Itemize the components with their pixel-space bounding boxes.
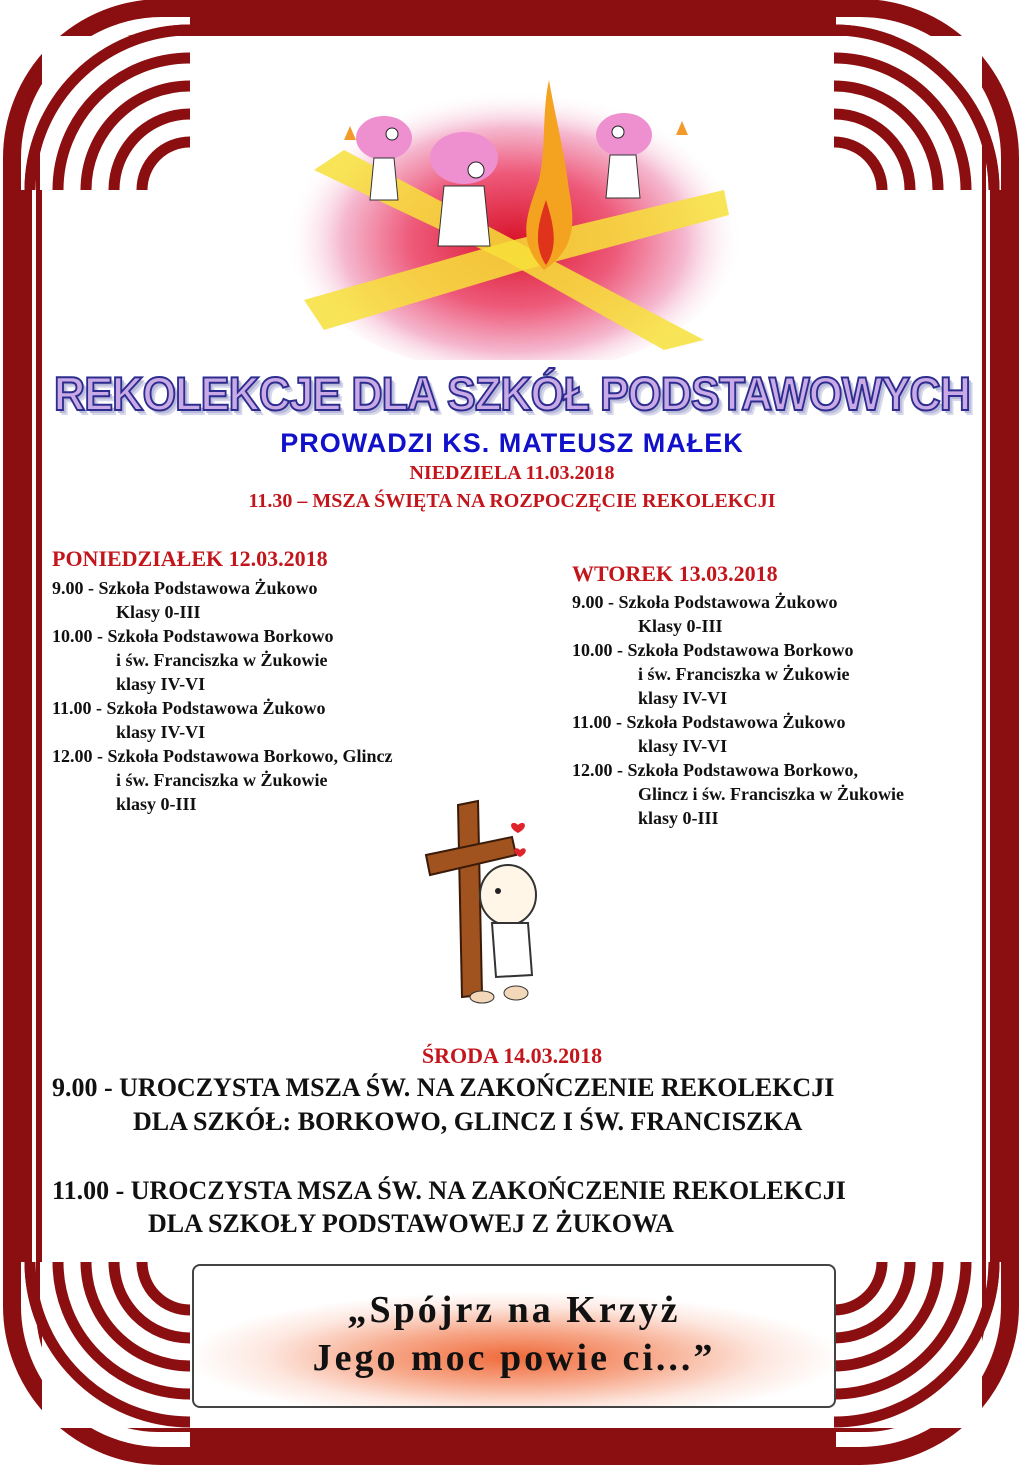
schedule-line: i św. Franciszka w Żukowie — [638, 664, 850, 684]
sunday-heading: NIEDZIELA 11.03.2018 — [409, 462, 615, 484]
cross-figure-illustration — [420, 795, 580, 1010]
schedule-line: klasy IV-VI — [116, 722, 206, 742]
wednesday-line: 9.00 - UROCZYSTA MSZA ŚW. NA ZAKOŃCZENIE REKOLEKCJI — [52, 1073, 835, 1102]
schedule-line: 12.00 - Szkoła Podstawowa Borkowo, — [572, 760, 859, 780]
wednesday-heading: ŚRODA 14.03.2018 — [421, 1043, 603, 1068]
schedule-line: klasy IV-VI — [116, 674, 206, 694]
retreat-illustration — [284, 40, 744, 360]
monday-heading: PONIEDZIAŁEK 12.03.2018 — [52, 546, 328, 571]
monday-schedule — [52, 576, 393, 816]
tuesday-schedule — [572, 590, 904, 830]
schedule-line: klasy IV-VI — [638, 688, 728, 708]
tuesday-heading: WTOREK 13.03.2018 — [572, 561, 778, 586]
schedule-line: 10.00 - Szkoła Podstawowa Borkowo — [572, 640, 854, 660]
quote-box — [192, 1264, 836, 1408]
schedule-line: 10.00 - Szkoła Podstawowa Borkowo — [52, 626, 334, 646]
schedule-line: Glincz i św. Franciszka w Żukowie — [638, 784, 905, 804]
schedule-line: 11.00 - Szkoła Podstawowa Żukowo — [52, 698, 326, 718]
schedule-line: klasy IV-VI — [638, 736, 728, 756]
schedule-line: klasy 0-III — [638, 808, 719, 828]
schedule-line: i św. Franciszka w Żukowie — [116, 770, 328, 790]
wednesday-line: 11.00 - UROCZYSTA MSZA ŚW. NA ZAKOŃCZENIE REKOLEKCJI — [52, 1176, 846, 1205]
schedule-line: i św. Franciszka w Żukowie — [116, 650, 328, 670]
page-subtitle: PROWADZI KS. MATEUSZ MAŁEK — [280, 428, 744, 458]
schedule-line: klasy 0-III — [116, 794, 197, 814]
schedule-line: 9.00 - Szkoła Podstawowa Żukowo — [572, 592, 838, 612]
schedule-line: Klasy 0-III — [116, 602, 201, 622]
sunday-mass-line: 11.30 – MSZA ŚWIĘTA NA ROZPOCZĘCIE REKOLEKCJI — [248, 490, 776, 512]
quote-line-1: „Spójrz na Krzyż — [347, 1289, 681, 1331]
page-title: REKOLEKCJE DLA SZKÓŁ PODSTAWOWYCH — [53, 367, 971, 420]
quote-line-2: Jego moc powie ci...” — [312, 1337, 716, 1379]
schedule-line: 11.00 - Szkoła Podstawowa Żukowo — [572, 712, 846, 732]
schedule-line: 9.00 - Szkoła Podstawowa Żukowo — [52, 578, 318, 598]
wednesday-line: DLA SZKOŁY PODSTAWOWEJ Z ŻUKOWA — [148, 1209, 674, 1238]
schedule-line: 12.00 - Szkoła Podstawowa Borkowo, Glincz — [52, 746, 393, 766]
schedule-line: Klasy 0-III — [638, 616, 723, 636]
wednesday-line: DLA SZKÓŁ: BORKOWO, GLINCZ I ŚW. FRANCISZKA — [133, 1107, 803, 1136]
